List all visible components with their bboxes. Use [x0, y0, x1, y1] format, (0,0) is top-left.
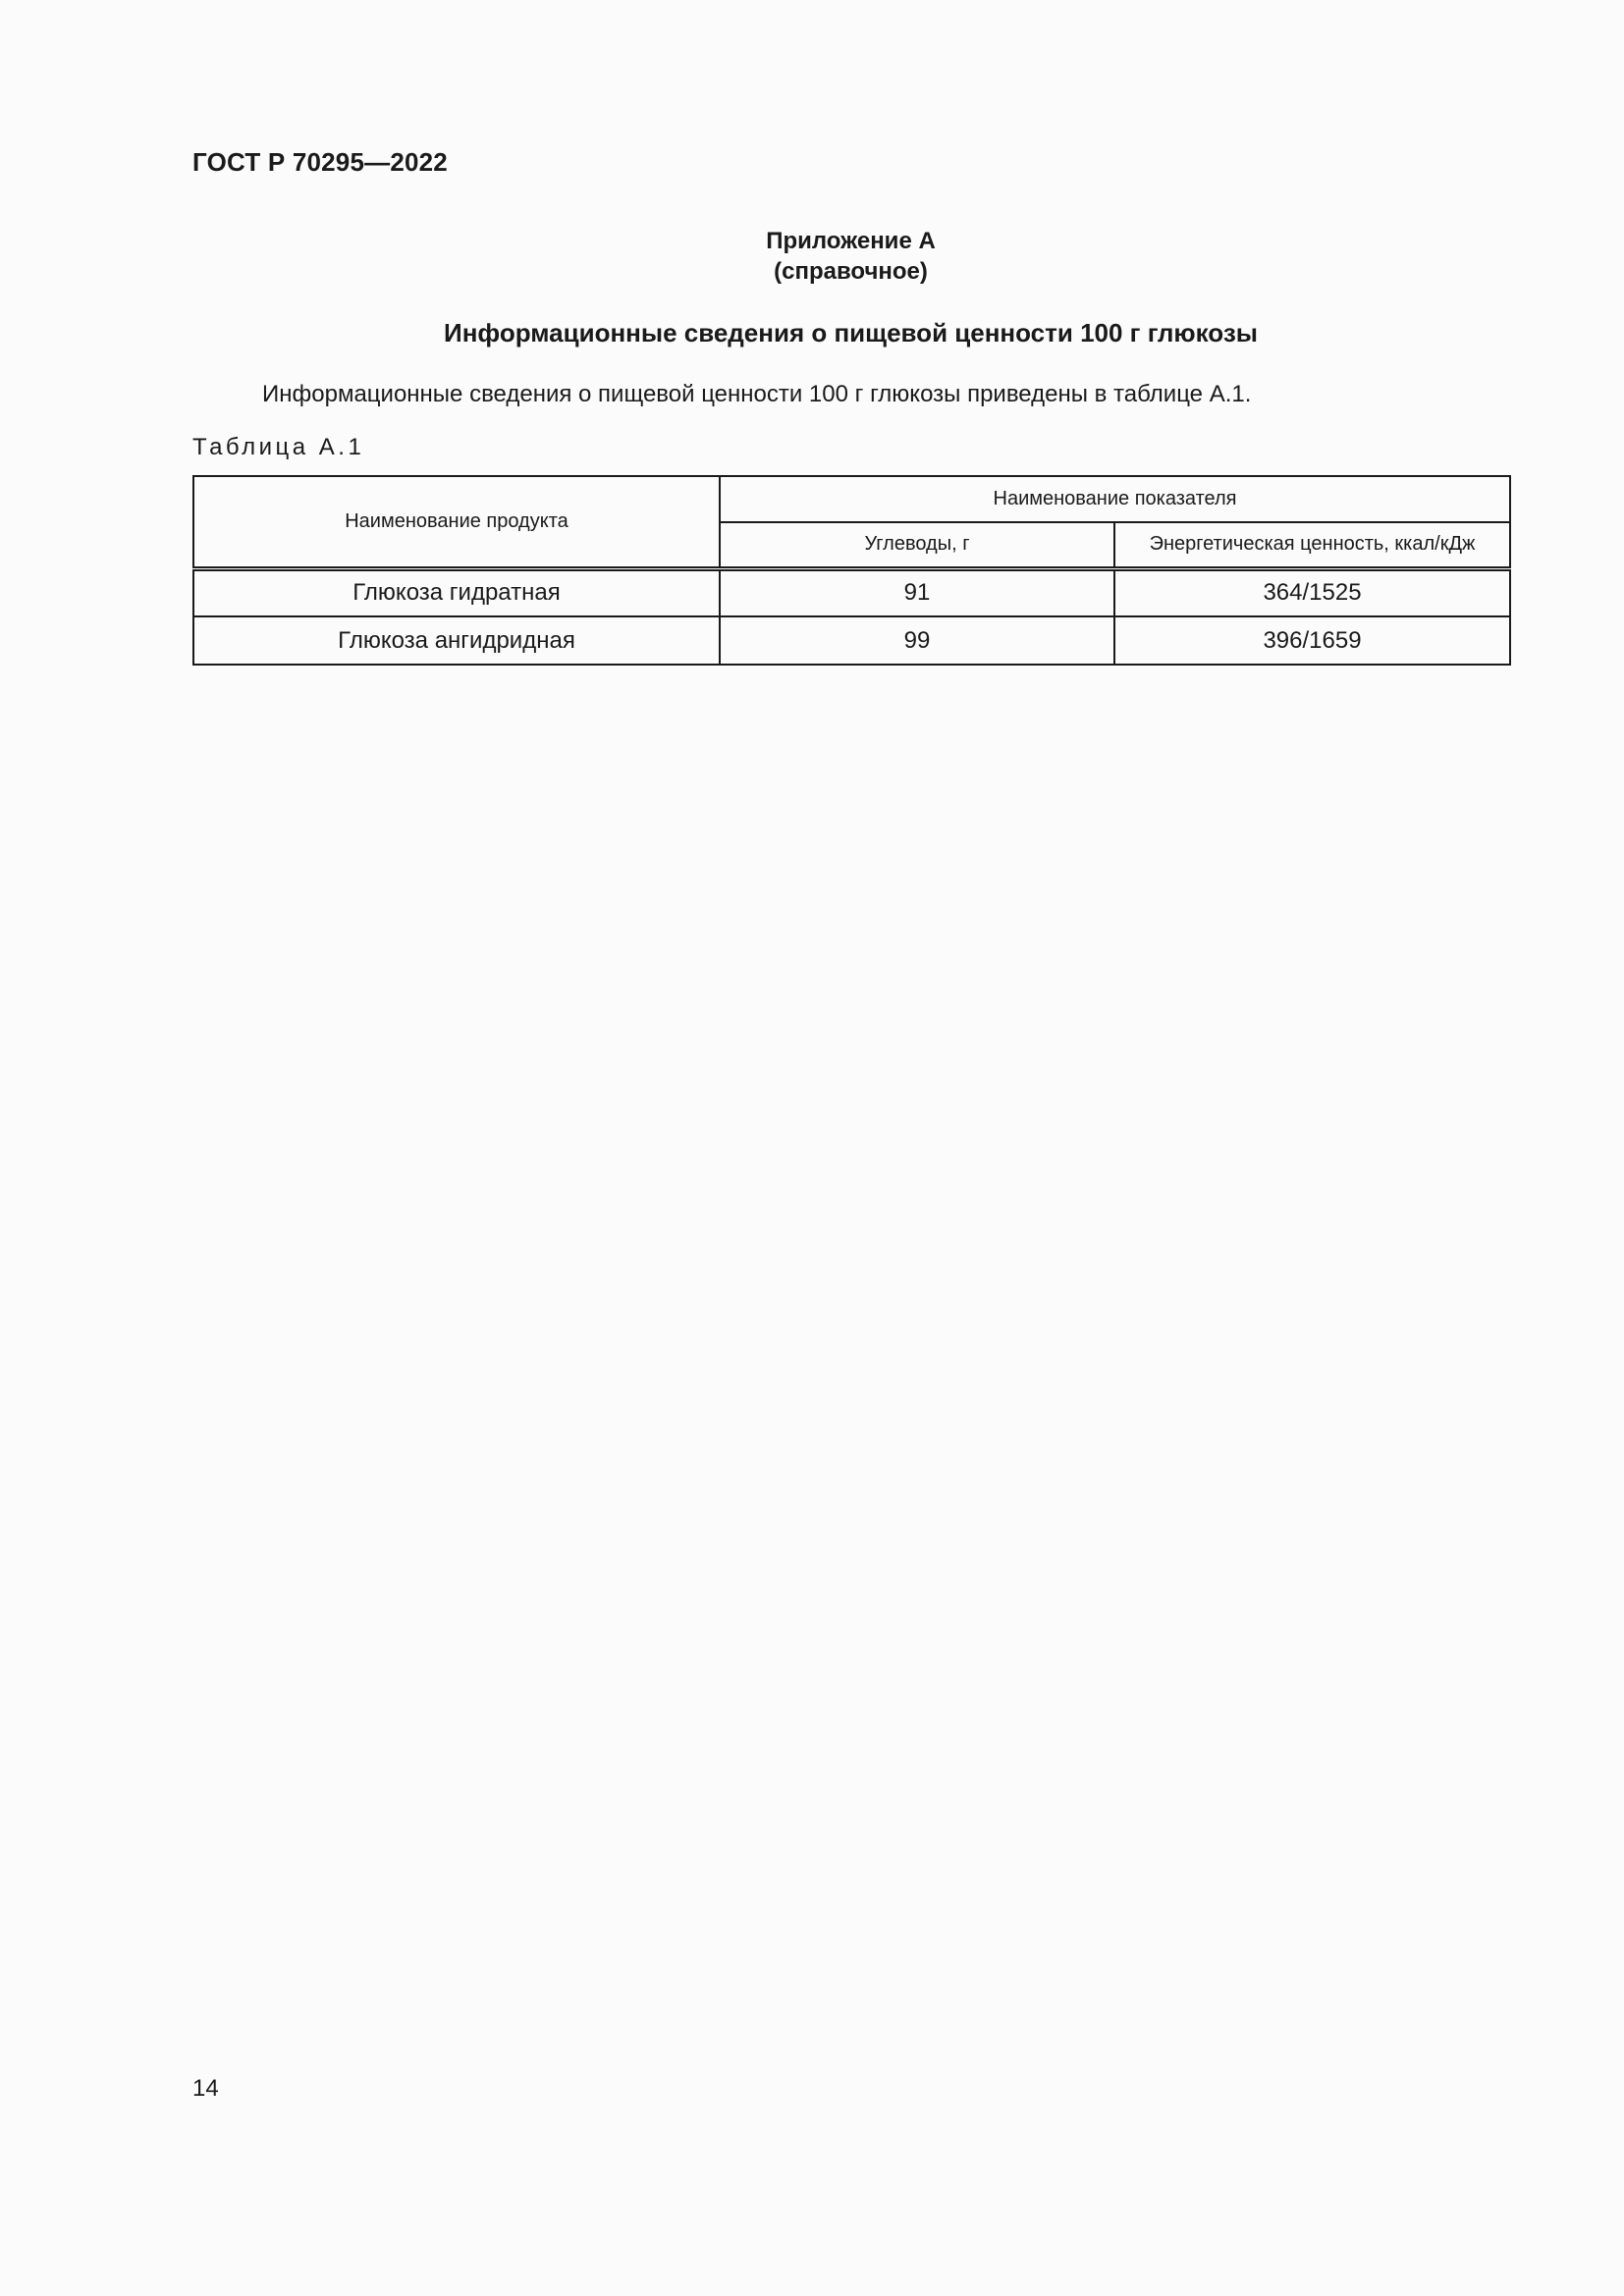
appendix-subtitle: (справочное): [774, 258, 928, 285]
table-header-row: [193, 476, 1510, 522]
table-row: [193, 616, 1510, 665]
nutrition-table: [192, 475, 1511, 666]
table-row: [193, 568, 1510, 616]
cell-carbs: 99: [720, 616, 1114, 665]
header-carbs: Углеводы, г: [720, 522, 1114, 568]
appendix-title: Приложение А: [766, 228, 936, 254]
cell-energy: 364/1525: [1114, 568, 1510, 616]
header-energy: Энергетическая ценность, ккал/кДж: [1114, 522, 1510, 568]
document-code: ГОСТ Р 70295—2022: [192, 147, 448, 177]
cell-carbs: 91: [720, 568, 1114, 616]
intro-paragraph: Информационные сведения о пищевой ценности 100 г глюкозы приведены в таблице А.1.: [262, 381, 1252, 407]
header-product: Наименование продукта: [193, 476, 720, 568]
page-number: 14: [192, 2075, 219, 2102]
cell-product: Глюкоза гидратная: [193, 568, 720, 616]
cell-energy: 396/1659: [1114, 616, 1510, 665]
header-indicator-group: Наименование показателя: [720, 476, 1510, 522]
section-heading: Информационные сведения о пищевой ценности 100 г глюкозы: [444, 318, 1258, 347]
cell-product: Глюкоза ангидридная: [193, 616, 720, 665]
appendix-heading: [0, 226, 1624, 287]
table-caption: Таблица А.1: [192, 434, 365, 460]
